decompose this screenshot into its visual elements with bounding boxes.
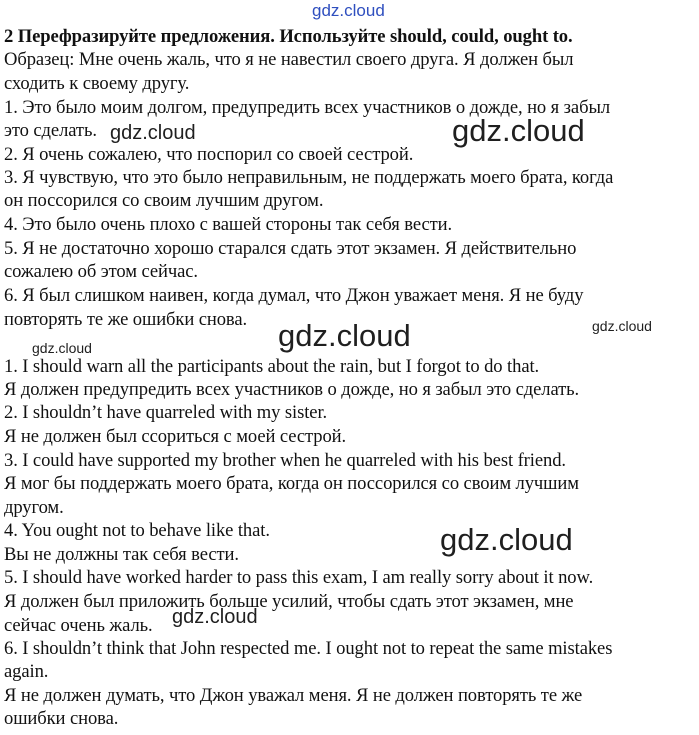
question-6-line-1: 6. Я был слишком наивен, когда думал, что Джон уважает меня. Я не буду: [4, 285, 584, 306]
answer-3-ru-line-1: Я мог бы поддержать моего брата, когда он поссорился со своим лучшим: [4, 473, 579, 494]
answer-6-en-line-2: again.: [4, 661, 49, 682]
question-2: 2. Я очень сожалею, что поспорил со своей сестрой.: [4, 144, 414, 165]
watermark: gdz.cloud: [592, 318, 652, 334]
answer-1-ru: Я должен предупредить всех участников о дожде, но я забыл это сделать.: [4, 379, 580, 400]
answer-5-en: 5. I should have worked harder to pass this exam, I am really sorry about it now.: [4, 567, 594, 588]
example-line-2: сходить к своему другу.: [4, 73, 190, 94]
answer-6-ru-line-2: ошибки снова.: [4, 708, 119, 729]
watermark-top: gdz.cloud: [312, 1, 385, 20]
answer-4-ru: Вы не должны так себя вести.: [4, 544, 239, 565]
question-5-line-2: сожалею об этом сейчас.: [4, 261, 198, 282]
watermark: gdz.cloud: [452, 113, 585, 148]
question-3-line-1: 3. Я чувствую, что это было неправильным, не поддержать моего брата, когда: [4, 167, 614, 188]
watermark: gdz.cloud: [172, 606, 258, 628]
task-title: 2 Перефразируйте предложения. Используйте should, could, ought to.: [4, 26, 573, 47]
watermark: gdz.cloud: [278, 318, 411, 353]
question-1-line-2: это сделать.: [4, 120, 97, 141]
answer-6-en-line-1: 6. I shouldn’t think that John respected me. I ought not to repeat the same mistakes: [4, 638, 613, 659]
question-4: 4. Это было очень плохо с вашей стороны так себя вести.: [4, 214, 453, 235]
answer-5-ru-line-2: сейчас очень жаль.: [4, 615, 153, 636]
answer-6-ru-line-1: Я не должен думать, что Джон уважал меня. Я не должен повторять те же: [4, 685, 583, 706]
answer-2-en: 2. I shouldn’t have quarreled with my sister.: [4, 402, 328, 423]
answer-5-ru-line-1: Я должен был приложить больше усилий, чтобы сдать этот экзамен, мне: [4, 591, 574, 612]
answer-4-en: 4. You ought not to behave like that.: [4, 520, 270, 541]
watermark: gdz.cloud: [32, 340, 92, 356]
question-5-line-1: 5. Я не достаточно хорошо старался сдать этот экзамен. Я действительно: [4, 238, 577, 259]
watermark: gdz.cloud: [110, 122, 196, 144]
answer-3-ru-line-2: другом.: [4, 497, 64, 518]
example-line-1: Образец: Мне очень жаль, что я не навестил своего друга. Я должен был: [4, 49, 574, 70]
answer-2-ru: Я не должен был ссориться с моей сестрой.: [4, 426, 347, 447]
question-6-line-2: повторять те же ошибки снова.: [4, 309, 248, 330]
question-3-line-2: он поссорился со своим лучшим другом.: [4, 190, 324, 211]
question-1-line-1: 1. Это было моим долгом, предупредить всех участников о дожде, но я забыл: [4, 97, 611, 118]
answer-3-en: 3. I could have supported my brother when he quarreled with his best friend.: [4, 450, 566, 471]
watermark: gdz.cloud: [440, 522, 573, 557]
answer-1-en: 1. I should warn all the participants about the rain, but I forgot to do that.: [4, 356, 540, 377]
